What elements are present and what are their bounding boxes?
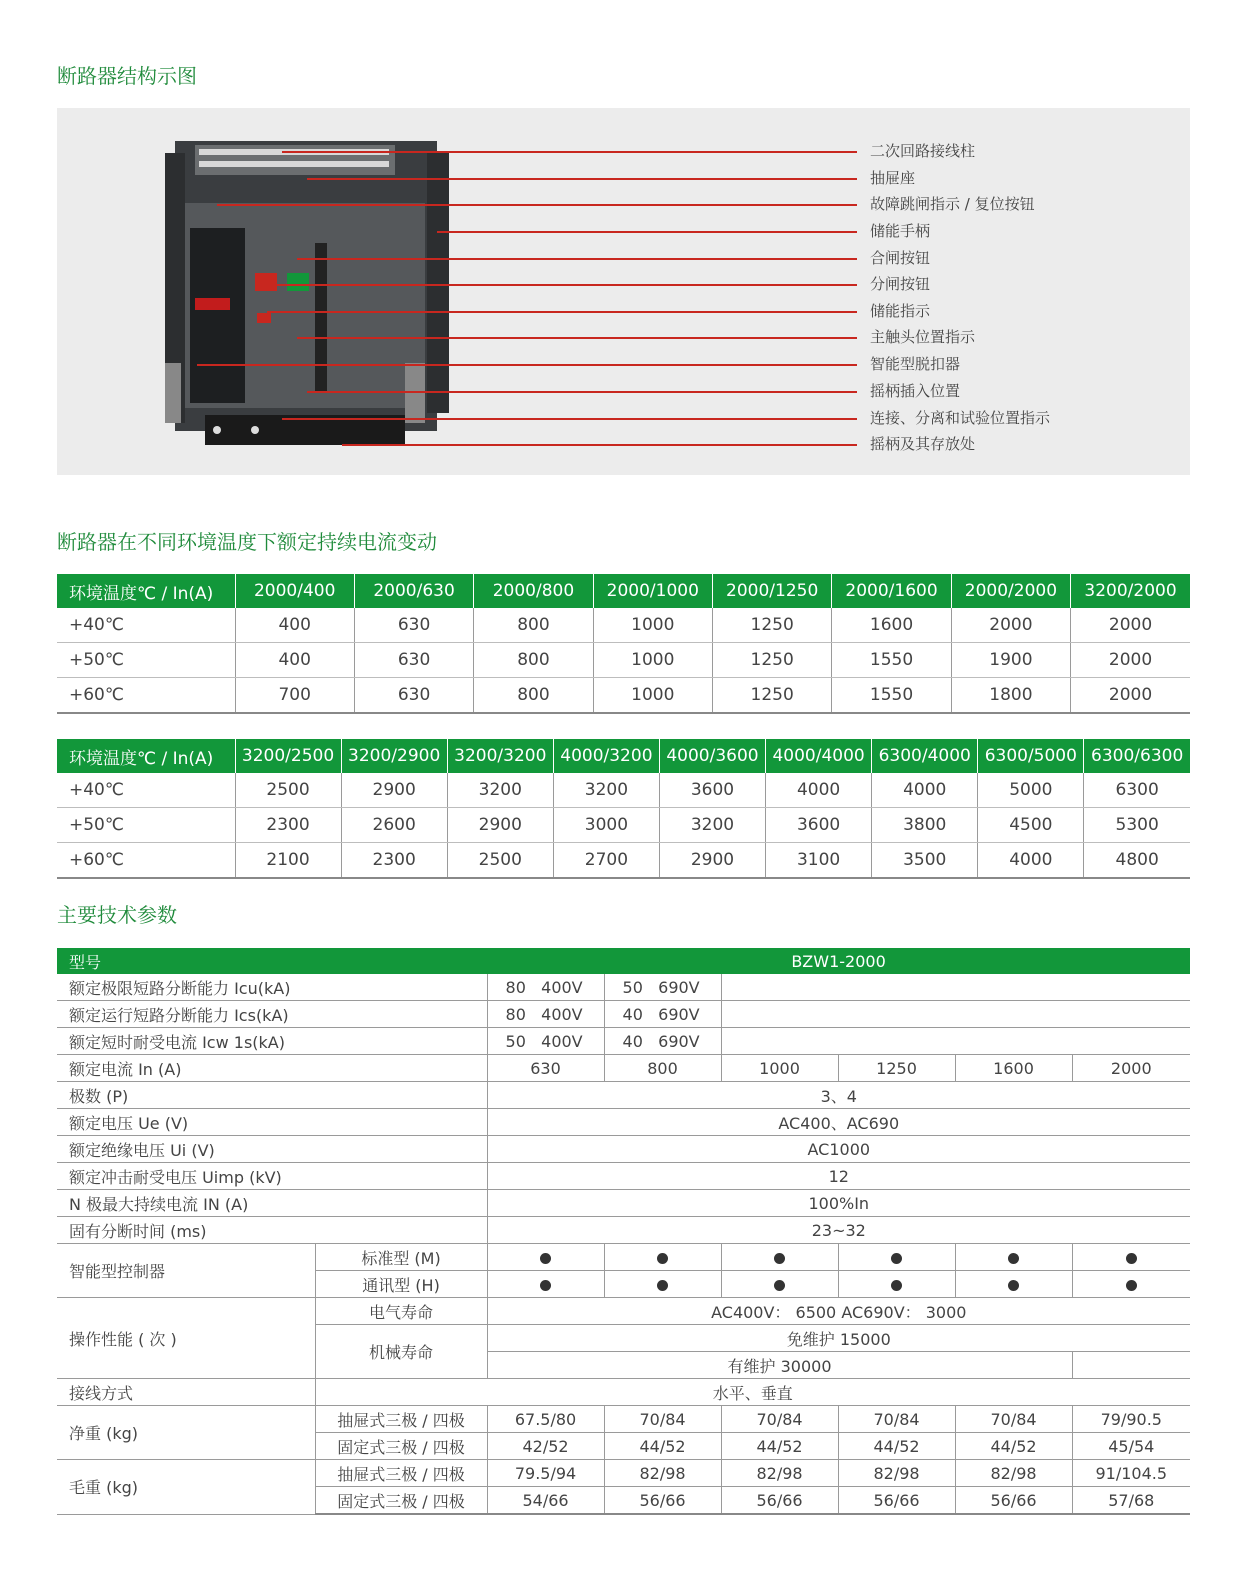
cell: 2300 — [235, 808, 341, 843]
ue-label: 额定电压 Ue (V) — [57, 1109, 487, 1136]
cell: 2000 — [1072, 1055, 1190, 1082]
cell: 800 — [474, 643, 593, 678]
cell: 82/98 — [955, 1460, 1072, 1487]
table-row — [57, 843, 1190, 879]
bullet-icon — [657, 1253, 668, 1264]
cell: 54/66 — [487, 1487, 604, 1515]
net-label: 净重 (kg) — [57, 1406, 315, 1460]
dot-cell — [487, 1271, 604, 1298]
mech-free-value: 免维护 15000 — [487, 1325, 1190, 1352]
icu-400: 80 400V — [487, 974, 604, 1001]
cell: 2900 — [447, 808, 553, 843]
table-row — [57, 1001, 1190, 1028]
bullet-icon — [774, 1253, 785, 1264]
header-cell: 6300/4000 — [872, 739, 978, 773]
structure-diagram — [57, 108, 1190, 475]
table-row — [57, 1190, 1190, 1217]
header-cell: 2000/1000 — [593, 574, 712, 608]
table-row — [57, 808, 1190, 843]
table-row — [57, 1298, 1190, 1325]
cell: 630 — [354, 608, 473, 643]
in-label: 额定电流 In (A) — [57, 1055, 487, 1082]
cell: 3200 — [659, 808, 765, 843]
cell: 630 — [354, 678, 473, 714]
cell: 2000 — [1071, 678, 1190, 714]
poles-value: 3、4 — [487, 1082, 1190, 1109]
header-cell: 4000/3600 — [659, 739, 765, 773]
header-cell: 3200/2900 — [341, 739, 447, 773]
ics-label: 额定运行短路分断能力 Ics(kA) — [57, 1001, 487, 1028]
cell: 44/52 — [955, 1433, 1072, 1460]
callout-charge-handle: 储能手柄 — [870, 222, 931, 240]
mech-life-label: 机械寿命 — [315, 1325, 487, 1379]
ctrl-com: 通讯型 (H) — [315, 1271, 487, 1298]
cell: 56/66 — [721, 1487, 838, 1515]
empty-cell — [721, 1001, 1190, 1028]
table-row — [57, 643, 1190, 678]
cell: 400 — [235, 608, 354, 643]
callout-crank-storage: 摇柄及其存放处 — [870, 435, 976, 453]
dot-cell — [604, 1244, 721, 1271]
callout-crank-position: 摇柄插入位置 — [870, 382, 961, 400]
bullet-icon — [891, 1253, 902, 1264]
time-value: 23~32 — [487, 1217, 1190, 1244]
cell: +60℃ — [57, 843, 235, 879]
ui-value: AC1000 — [487, 1136, 1190, 1163]
draw-type: 抽屉式三极 / 四极 — [315, 1406, 487, 1433]
model-label: 型号 — [57, 948, 487, 974]
bullet-icon — [891, 1280, 902, 1291]
cell: 91/104.5 — [1072, 1460, 1190, 1487]
cell: 56/66 — [838, 1487, 955, 1515]
dot-cell — [721, 1271, 838, 1298]
callout-trip-unit: 智能型脱扣器 — [870, 355, 961, 373]
header-cell: 4000/3200 — [553, 739, 659, 773]
cell: 70/84 — [955, 1406, 1072, 1433]
header-cell: 环境温度℃ / In(A) — [57, 739, 235, 773]
cell: 44/52 — [838, 1433, 955, 1460]
bullet-icon — [1126, 1280, 1137, 1291]
dot-cell — [604, 1271, 721, 1298]
cell: 4000 — [978, 843, 1084, 879]
uimp-value: 12 — [487, 1163, 1190, 1190]
callout-position-indicator: 连接、分离和试验位置指示 — [870, 409, 1051, 427]
table-row — [57, 1244, 1190, 1271]
header-cell: 2000/2000 — [951, 574, 1070, 608]
cell: 82/98 — [721, 1460, 838, 1487]
cell: 1000 — [593, 643, 712, 678]
model-value: BZW1-2000 — [487, 948, 1190, 974]
callout-drawer-base: 抽屉座 — [870, 169, 916, 187]
n-value: 100%In — [487, 1190, 1190, 1217]
cell: 630 — [487, 1055, 604, 1082]
cell: 800 — [604, 1055, 721, 1082]
cell: 3600 — [659, 773, 765, 808]
icw-label: 额定短时耐受电流 Icw 1s(kA) — [57, 1028, 487, 1055]
header-cell: 2000/630 — [354, 574, 473, 608]
icw-400: 50 400V — [487, 1028, 604, 1055]
header-cell: 4000/4000 — [766, 739, 872, 773]
mech-maint-value: 有维护 30000 — [487, 1352, 1072, 1379]
cell: 800 — [474, 678, 593, 714]
callout-terminal: 二次回路接线柱 — [870, 142, 976, 160]
cell: 3200 — [553, 773, 659, 808]
wiring-label: 接线方式 — [57, 1379, 315, 1406]
table-row — [57, 1217, 1190, 1244]
cell: 1250 — [713, 608, 832, 643]
structure-title: 断路器结构示图 — [57, 64, 197, 88]
cell: 5000 — [978, 773, 1084, 808]
cell: 4000 — [872, 773, 978, 808]
cell: +50℃ — [57, 808, 235, 843]
cell: 2000 — [1071, 643, 1190, 678]
cell: 3800 — [872, 808, 978, 843]
bullet-icon — [1008, 1280, 1019, 1291]
cell: 6300 — [1084, 773, 1190, 808]
cell: 1600 — [955, 1055, 1072, 1082]
cell: 45/54 — [1072, 1433, 1190, 1460]
cell: 79/90.5 — [1072, 1406, 1190, 1433]
header-cell: 2000/1600 — [832, 574, 951, 608]
fixed-type: 固定式三极 / 四极 — [315, 1433, 487, 1460]
table-row — [57, 1028, 1190, 1055]
ics-690: 40 690V — [604, 1001, 721, 1028]
icu-690: 50 690V — [604, 974, 721, 1001]
header-cell: 3200/2000 — [1071, 574, 1190, 608]
ctrl-std: 标准型 (M) — [315, 1244, 487, 1271]
cell: 400 — [235, 643, 354, 678]
cell: 3600 — [766, 808, 872, 843]
table-row — [57, 773, 1190, 808]
table-row — [57, 1082, 1190, 1109]
cell: 56/66 — [955, 1487, 1072, 1515]
params-table — [57, 948, 1190, 1515]
cell: 1550 — [832, 678, 951, 714]
cell: 2900 — [341, 773, 447, 808]
table-row — [57, 1163, 1190, 1190]
dot-cell — [955, 1271, 1072, 1298]
dot-cell — [487, 1244, 604, 1271]
bullet-icon — [774, 1280, 785, 1291]
table-row — [57, 608, 1190, 643]
header-cell: 6300/5000 — [978, 739, 1084, 773]
ue-value: AC400、AC690 — [487, 1109, 1190, 1136]
dot-cell — [1072, 1271, 1190, 1298]
empty-cell — [721, 974, 1190, 1001]
cell: 1250 — [713, 643, 832, 678]
callout-open-button: 分闸按钮 — [870, 275, 931, 293]
header-cell: 环境温度℃ / In(A) — [57, 574, 235, 608]
bullet-icon — [657, 1280, 668, 1291]
cell: 800 — [474, 608, 593, 643]
cell: 2600 — [341, 808, 447, 843]
cell: 2300 — [341, 843, 447, 879]
header-cell: 2000/800 — [474, 574, 593, 608]
ics-400: 80 400V — [487, 1001, 604, 1028]
model-row — [57, 948, 1190, 974]
callout-contact-indicator: 主触头位置指示 — [870, 328, 976, 346]
bullet-icon — [540, 1253, 551, 1264]
cell: 700 — [235, 678, 354, 714]
cell: 70/84 — [721, 1406, 838, 1433]
elec-life-value: AC400V： 6500 AC690V： 3000 — [487, 1298, 1190, 1325]
cell: 57/68 — [1072, 1487, 1190, 1515]
table-row — [57, 1055, 1190, 1082]
cell: 3000 — [553, 808, 659, 843]
header-cell: 3200/2500 — [235, 739, 341, 773]
wiring-value: 水平、垂直 — [315, 1379, 1190, 1406]
table-row — [57, 1379, 1190, 1406]
temp-table-1 — [57, 574, 1190, 714]
cell: 3200 — [447, 773, 553, 808]
uimp-label: 额定冲击耐受电压 Uimp (kV) — [57, 1163, 487, 1190]
bullet-icon — [540, 1280, 551, 1291]
table-row — [57, 678, 1190, 714]
poles-label: 极数 (P) — [57, 1082, 487, 1109]
callouts — [57, 108, 1190, 475]
cell: +40℃ — [57, 608, 235, 643]
cell: 70/84 — [604, 1406, 721, 1433]
icu-label: 额定极限短路分断能力 Icu(kA) — [57, 974, 487, 1001]
ctrl-label: 智能型控制器 — [57, 1244, 315, 1298]
header-cell: 6300/6300 — [1084, 739, 1190, 773]
bullet-icon — [1008, 1253, 1019, 1264]
cell: 44/52 — [604, 1433, 721, 1460]
cell: +40℃ — [57, 773, 235, 808]
cell: 3100 — [766, 843, 872, 879]
ui-label: 额定绝缘电压 Ui (V) — [57, 1136, 487, 1163]
cell: 4000 — [766, 773, 872, 808]
cell: 2900 — [659, 843, 765, 879]
header-cell: 2000/1250 — [713, 574, 832, 608]
cell: 67.5/80 — [487, 1406, 604, 1433]
table-row — [57, 974, 1190, 1001]
cell: 82/98 — [604, 1460, 721, 1487]
table-row — [57, 1136, 1190, 1163]
callout-charge-indicator: 储能指示 — [870, 302, 931, 320]
cell: 44/52 — [721, 1433, 838, 1460]
draw-type: 抽屉式三极 / 四极 — [315, 1460, 487, 1487]
dot-cell — [838, 1244, 955, 1271]
cell: 56/66 — [604, 1487, 721, 1515]
cell: 2000 — [951, 608, 1070, 643]
temp-title: 断路器在不同环境温度下额定持续电流变动 — [57, 530, 437, 554]
cell: 2100 — [235, 843, 341, 879]
bullet-icon — [1126, 1253, 1137, 1264]
elec-life-label: 电气寿命 — [315, 1298, 487, 1325]
callout-close-button: 合闸按钮 — [870, 249, 931, 267]
empty-cell — [1072, 1352, 1190, 1379]
cell: 2700 — [553, 843, 659, 879]
cell: 2500 — [447, 843, 553, 879]
cell: 630 — [354, 643, 473, 678]
cell: 1800 — [951, 678, 1070, 714]
cell: 1000 — [593, 678, 712, 714]
fixed-type: 固定式三极 / 四极 — [315, 1487, 487, 1515]
gross-label: 毛重 (kg) — [57, 1460, 315, 1515]
header-cell: 3200/3200 — [447, 739, 553, 773]
cell: 4800 — [1084, 843, 1190, 879]
temp-table-2 — [57, 739, 1190, 879]
cell: 79.5/94 — [487, 1460, 604, 1487]
dot-cell — [955, 1244, 1072, 1271]
cell: 42/52 — [487, 1433, 604, 1460]
cell: 1250 — [838, 1055, 955, 1082]
cell: 2500 — [235, 773, 341, 808]
dot-cell — [721, 1244, 838, 1271]
cell: 1000 — [721, 1055, 838, 1082]
cell: 4500 — [978, 808, 1084, 843]
table-row — [57, 1109, 1190, 1136]
n-label: N 极最大持续电流 IN (A) — [57, 1190, 487, 1217]
cell: 3500 — [872, 843, 978, 879]
header-cell: 2000/400 — [235, 574, 354, 608]
cell: +60℃ — [57, 678, 235, 714]
op-label: 操作性能 ( 次 ) — [57, 1298, 315, 1379]
cell: 1250 — [713, 678, 832, 714]
empty-cell — [721, 1028, 1190, 1055]
cell: 1000 — [593, 608, 712, 643]
cell: 70/84 — [838, 1406, 955, 1433]
icw-690: 40 690V — [604, 1028, 721, 1055]
table-row — [57, 1460, 1190, 1487]
cell: 1550 — [832, 643, 951, 678]
params-title: 主要技术参数 — [57, 903, 177, 927]
cell: 2000 — [1071, 608, 1190, 643]
callout-fault-reset: 故障跳闸指示 / 复位按钮 — [870, 195, 1035, 213]
cell: 1900 — [951, 643, 1070, 678]
dot-cell — [1072, 1244, 1190, 1271]
cell: +50℃ — [57, 643, 235, 678]
cell: 5300 — [1084, 808, 1190, 843]
cell: 82/98 — [838, 1460, 955, 1487]
dot-cell — [838, 1271, 955, 1298]
table-row — [57, 1406, 1190, 1433]
time-label: 固有分断时间 (ms) — [57, 1217, 487, 1244]
cell: 1600 — [832, 608, 951, 643]
